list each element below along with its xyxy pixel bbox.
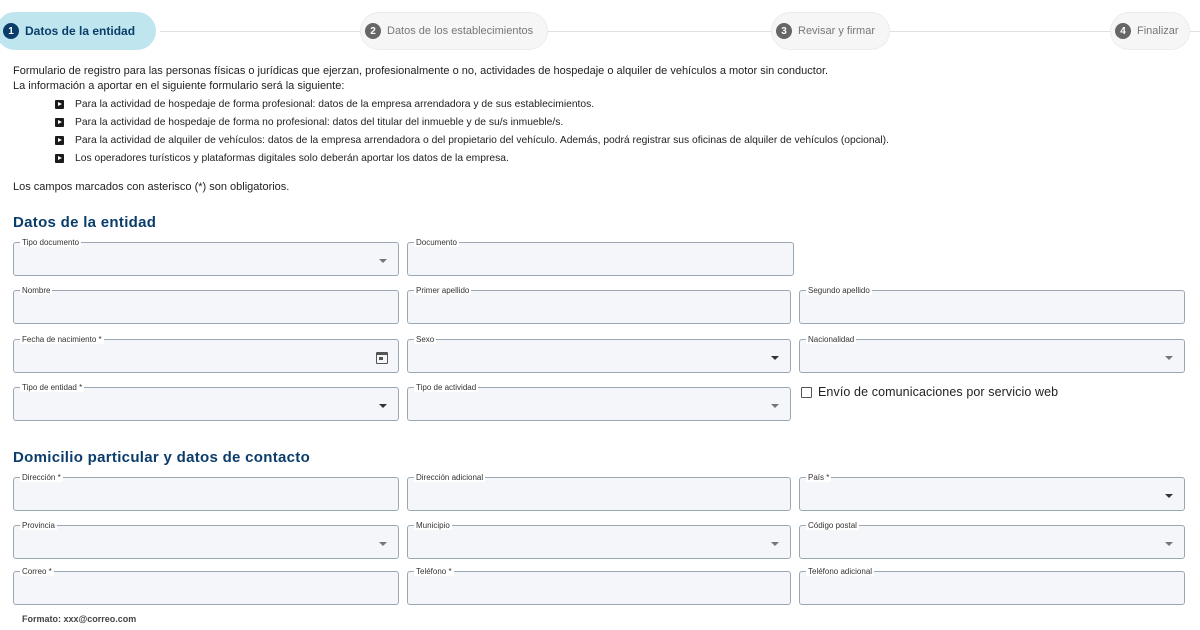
bullet-text: Para la actividad de alquiler de vehículos: datos de la empresa arrendadora o del propietario del vehículo. Además, podrá registrar sus oficinas de alquiler de vehículos (opcional). [75, 134, 889, 146]
bullet-icon [55, 154, 64, 163]
field-label: Fecha de nacimiento * [22, 335, 102, 344]
bullet-icon [55, 118, 64, 127]
step-number-1: 1 [3, 23, 19, 39]
tipo-actividad-select[interactable] [407, 383, 791, 421]
stepper-connector [160, 31, 1200, 32]
chevron-down-icon [1165, 356, 1173, 360]
step-datos-entidad[interactable] [0, 12, 156, 50]
envio-comunicaciones-option[interactable] [801, 385, 1058, 399]
list-item [55, 114, 1193, 132]
chevron-down-icon [771, 542, 779, 546]
chevron-down-icon [379, 542, 387, 546]
field-label: Primer apellido [416, 286, 470, 295]
step-number-3: 3 [776, 23, 792, 39]
documento-input[interactable] [407, 238, 794, 276]
field-label: Provincia [22, 521, 55, 530]
field-label: Documento [416, 238, 457, 247]
nombre-input[interactable] [13, 286, 399, 324]
chevron-down-icon [1165, 494, 1173, 498]
intro-line-2: La información a aportar en el siguiente formulario será la siguiente: [13, 80, 345, 93]
field-label: Nacionalidad [808, 335, 855, 344]
field-label: Teléfono * [416, 567, 452, 576]
field-label: Código postal [808, 521, 857, 530]
telefono-adicional-input[interactable] [799, 567, 1185, 605]
step-datos-establecimientos[interactable] [360, 12, 548, 50]
field-label: Dirección * [22, 473, 61, 482]
chevron-down-icon [1165, 542, 1173, 546]
bullet-icon [55, 100, 64, 109]
list-item [55, 150, 1193, 168]
field-label: Municipio [416, 521, 450, 530]
bullet-text: Los operadores turísticos y plataformas digitales solo deberán aportar los datos de la empresa. [75, 152, 509, 164]
field-label: País * [808, 473, 830, 482]
section-title-entidad: Datos de la entidad [13, 214, 157, 231]
list-item [55, 96, 1193, 114]
email-format-hint: Formato: xxx@correo.com [22, 614, 137, 624]
direccion-input[interactable] [13, 473, 399, 511]
intro-line-1: Formulario de registro para las personas físicas o jurídicas que ejerzan, profesionalmente o no, actividades de hospedaje o alquiler de vehículos a motor sin conductor. [13, 65, 829, 77]
step-label-4: Finalizar [1137, 25, 1179, 37]
nacionalidad-select[interactable] [799, 335, 1185, 373]
chevron-down-icon [771, 404, 779, 408]
step-number-4: 4 [1115, 23, 1131, 39]
bullet-icon [55, 136, 64, 145]
chevron-down-icon [379, 259, 387, 263]
tipo-entidad-select[interactable] [13, 383, 399, 421]
direccion-adicional-input[interactable] [407, 473, 791, 511]
field-label: Tipo documento [22, 238, 80, 247]
list-item [55, 132, 1193, 150]
step-label-1: Datos de la entidad [25, 24, 136, 38]
chevron-down-icon [771, 356, 779, 360]
bullet-text: Para la actividad de hospedaje de forma profesional: datos de la empresa arrendadora y de sus establecimientos. [75, 98, 595, 110]
segundo-apellido-input[interactable] [799, 286, 1185, 324]
field-label: Nombre [22, 286, 51, 295]
primer-apellido-input[interactable] [407, 286, 791, 324]
calendar-icon[interactable] [376, 352, 388, 364]
field-label: Tipo de entidad * [22, 383, 83, 392]
municipio-select[interactable] [407, 521, 791, 559]
step-revisar-firmar[interactable] [771, 12, 890, 50]
intro-bullet-list [55, 96, 1193, 168]
intro-text [13, 64, 1193, 168]
envio-comunicaciones-checkbox[interactable] [801, 387, 812, 398]
telefono-input[interactable] [407, 567, 791, 605]
provincia-select[interactable] [13, 521, 399, 559]
step-number-2: 2 [365, 23, 381, 39]
step-label-2: Datos de los establecimientos [387, 25, 534, 37]
stepper [0, 12, 1200, 50]
codigo-postal-select[interactable] [799, 521, 1185, 559]
checkbox-label[interactable]: Envío de comunicaciones por servicio web [818, 385, 1059, 399]
pais-select[interactable] [799, 473, 1185, 511]
field-label: Sexo [416, 335, 435, 344]
field-label: Tipo de actividad [416, 383, 477, 392]
step-finalizar[interactable] [1110, 12, 1190, 50]
sexo-select[interactable] [407, 335, 791, 373]
field-label: Dirección adicional [416, 473, 484, 482]
required-fields-note: Los campos marcados con asterisco (*) son obligatorios. [13, 181, 290, 193]
field-label: Correo * [22, 567, 52, 576]
correo-input[interactable] [13, 567, 399, 605]
tipo-documento-select[interactable] [13, 238, 399, 276]
field-label: Segundo apellido [808, 286, 870, 295]
bullet-text: Para la actividad de hospedaje de forma no profesional: datos del titular del inmueble y de su/s inmueble/s. [75, 116, 564, 128]
step-label-3: Revisar y firmar [798, 25, 876, 37]
section-title-domicilio: Domicilio particular y datos de contacto [13, 449, 311, 466]
field-label: Teléfono adicional [808, 567, 873, 576]
fecha-nacimiento-input[interactable] [13, 335, 399, 373]
chevron-down-icon [379, 404, 387, 408]
